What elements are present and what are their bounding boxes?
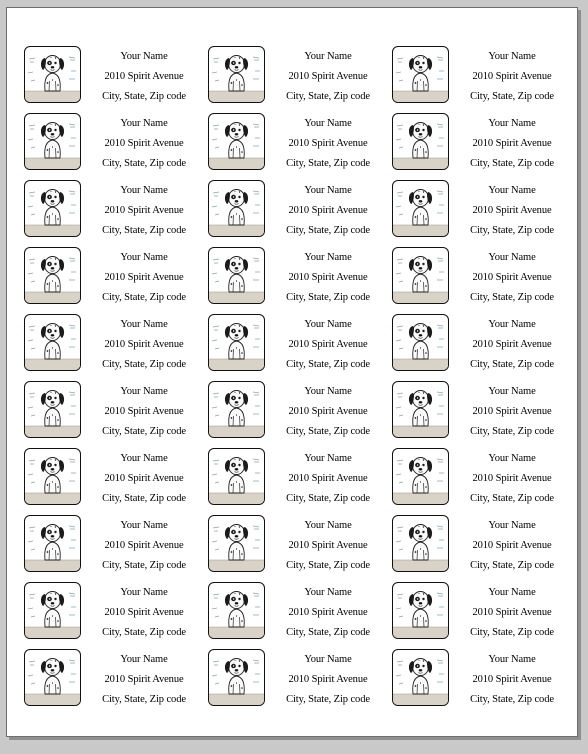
label-text	[454, 650, 570, 710]
label-street: 2010 Spirit Avenue	[288, 71, 368, 82]
label-street: 2010 Spirit Avenue	[288, 406, 368, 417]
label-text	[270, 583, 386, 643]
label-text	[454, 382, 570, 442]
label-street: 2010 Spirit Avenue	[104, 473, 184, 484]
label-city: City, State, Zip code	[470, 225, 554, 236]
label-name: Your Name	[120, 654, 168, 665]
label-city: City, State, Zip code	[102, 91, 186, 102]
label-street: 2010 Spirit Avenue	[288, 138, 368, 149]
label-city: City, State, Zip code	[102, 426, 186, 437]
label-street: 2010 Spirit Avenue	[104, 205, 184, 216]
label-street: 2010 Spirit Avenue	[104, 607, 184, 618]
label-street: 2010 Spirit Avenue	[288, 339, 368, 350]
dalmatian-puppy-icon	[24, 113, 81, 170]
label-city: City, State, Zip code	[102, 694, 186, 705]
label-name: Your Name	[120, 252, 168, 263]
label-sheet	[6, 7, 578, 737]
label-street: 2010 Spirit Avenue	[472, 138, 552, 149]
label-city: City, State, Zip code	[470, 694, 554, 705]
label-street: 2010 Spirit Avenue	[104, 138, 184, 149]
label-text	[86, 650, 202, 710]
label-name: Your Name	[120, 453, 168, 464]
address-label[interactable]	[24, 46, 199, 106]
dalmatian-puppy-icon	[392, 247, 449, 304]
address-label[interactable]	[392, 314, 567, 374]
address-label[interactable]	[24, 314, 199, 374]
dalmatian-puppy-icon	[24, 381, 81, 438]
label-text	[270, 516, 386, 576]
label-name: Your Name	[488, 51, 536, 62]
label-street: 2010 Spirit Avenue	[472, 607, 552, 618]
label-street: 2010 Spirit Avenue	[472, 540, 552, 551]
label-city: City, State, Zip code	[102, 627, 186, 638]
label-text	[454, 516, 570, 576]
dalmatian-puppy-icon	[208, 649, 265, 706]
dalmatian-puppy-icon	[208, 247, 265, 304]
label-name: Your Name	[488, 118, 536, 129]
label-street: 2010 Spirit Avenue	[104, 674, 184, 685]
label-name: Your Name	[488, 654, 536, 665]
label-name: Your Name	[488, 386, 536, 397]
label-city: City, State, Zip code	[470, 493, 554, 504]
address-label[interactable]	[392, 582, 567, 642]
address-label[interactable]	[392, 515, 567, 575]
address-label[interactable]	[208, 649, 383, 709]
label-city: City, State, Zip code	[286, 560, 370, 571]
label-city: City, State, Zip code	[286, 225, 370, 236]
label-city: City, State, Zip code	[286, 426, 370, 437]
label-city: City, State, Zip code	[102, 359, 186, 370]
label-street: 2010 Spirit Avenue	[472, 674, 552, 685]
label-text	[454, 449, 570, 509]
label-text	[86, 449, 202, 509]
label-name: Your Name	[120, 185, 168, 196]
label-street: 2010 Spirit Avenue	[472, 272, 552, 283]
dalmatian-puppy-icon	[392, 314, 449, 371]
label-city: City, State, Zip code	[470, 91, 554, 102]
label-city: City, State, Zip code	[470, 292, 554, 303]
label-text	[270, 449, 386, 509]
label-street: 2010 Spirit Avenue	[104, 540, 184, 551]
dalmatian-puppy-icon	[24, 247, 81, 304]
label-name: Your Name	[304, 654, 352, 665]
address-label[interactable]	[24, 381, 199, 441]
label-name: Your Name	[304, 386, 352, 397]
address-label[interactable]	[392, 46, 567, 106]
label-name: Your Name	[120, 587, 168, 598]
label-city: City, State, Zip code	[102, 158, 186, 169]
label-name: Your Name	[120, 386, 168, 397]
label-city: City, State, Zip code	[286, 694, 370, 705]
dalmatian-puppy-icon	[24, 314, 81, 371]
label-text	[270, 650, 386, 710]
label-city: City, State, Zip code	[286, 359, 370, 370]
dalmatian-puppy-icon	[208, 314, 265, 371]
dalmatian-puppy-icon	[24, 582, 81, 639]
address-label[interactable]	[392, 247, 567, 307]
address-label[interactable]	[392, 381, 567, 441]
label-text	[86, 114, 202, 174]
address-label[interactable]	[208, 582, 383, 642]
label-name: Your Name	[304, 587, 352, 598]
label-text	[270, 315, 386, 375]
dalmatian-puppy-icon	[24, 46, 81, 103]
label-city: City, State, Zip code	[470, 359, 554, 370]
label-city: City, State, Zip code	[470, 158, 554, 169]
label-name: Your Name	[488, 520, 536, 531]
label-street: 2010 Spirit Avenue	[104, 272, 184, 283]
label-text	[454, 583, 570, 643]
dalmatian-puppy-icon	[208, 448, 265, 505]
label-street: 2010 Spirit Avenue	[104, 406, 184, 417]
label-name: Your Name	[488, 453, 536, 464]
label-city: City, State, Zip code	[470, 426, 554, 437]
label-street: 2010 Spirit Avenue	[288, 607, 368, 618]
label-name: Your Name	[120, 319, 168, 330]
address-label[interactable]	[392, 180, 567, 240]
label-street: 2010 Spirit Avenue	[288, 473, 368, 484]
label-street: 2010 Spirit Avenue	[288, 540, 368, 551]
address-label[interactable]	[24, 113, 199, 173]
dalmatian-puppy-icon	[24, 515, 81, 572]
dalmatian-puppy-icon	[392, 515, 449, 572]
dalmatian-puppy-icon	[392, 582, 449, 639]
label-name: Your Name	[488, 252, 536, 263]
label-text	[86, 181, 202, 241]
address-label[interactable]	[208, 314, 383, 374]
address-label[interactable]	[392, 113, 567, 173]
dalmatian-puppy-icon	[392, 46, 449, 103]
label-city: City, State, Zip code	[470, 627, 554, 638]
dalmatian-puppy-icon	[208, 515, 265, 572]
label-city: City, State, Zip code	[286, 292, 370, 303]
label-text	[454, 248, 570, 308]
address-label[interactable]	[208, 448, 383, 508]
label-street: 2010 Spirit Avenue	[472, 205, 552, 216]
label-text	[86, 248, 202, 308]
label-city: City, State, Zip code	[470, 560, 554, 571]
dalmatian-puppy-icon	[24, 448, 81, 505]
address-label[interactable]	[24, 515, 199, 575]
label-name: Your Name	[488, 319, 536, 330]
dalmatian-puppy-icon	[24, 649, 81, 706]
dalmatian-puppy-icon	[208, 381, 265, 438]
label-text	[270, 114, 386, 174]
label-text	[86, 47, 202, 107]
dalmatian-puppy-icon	[24, 180, 81, 237]
label-name: Your Name	[488, 587, 536, 598]
label-text	[86, 382, 202, 442]
address-label[interactable]	[208, 113, 383, 173]
address-label[interactable]	[208, 381, 383, 441]
label-name: Your Name	[304, 520, 352, 531]
label-text	[454, 114, 570, 174]
address-label[interactable]	[24, 582, 199, 642]
dalmatian-puppy-icon	[208, 113, 265, 170]
dalmatian-puppy-icon	[392, 180, 449, 237]
label-text	[454, 315, 570, 375]
label-name: Your Name	[120, 118, 168, 129]
label-city: City, State, Zip code	[286, 627, 370, 638]
address-label[interactable]	[24, 649, 199, 709]
dalmatian-puppy-icon	[392, 113, 449, 170]
label-street: 2010 Spirit Avenue	[472, 473, 552, 484]
label-name: Your Name	[304, 51, 352, 62]
label-name: Your Name	[304, 252, 352, 263]
label-name: Your Name	[304, 319, 352, 330]
label-city: City, State, Zip code	[102, 560, 186, 571]
label-text	[454, 47, 570, 107]
label-city: City, State, Zip code	[286, 493, 370, 504]
dalmatian-puppy-icon	[392, 649, 449, 706]
label-city: City, State, Zip code	[286, 91, 370, 102]
label-name: Your Name	[120, 51, 168, 62]
address-label[interactable]	[392, 448, 567, 508]
label-street: 2010 Spirit Avenue	[288, 205, 368, 216]
dalmatian-puppy-icon	[208, 180, 265, 237]
label-street: 2010 Spirit Avenue	[472, 406, 552, 417]
label-name: Your Name	[120, 520, 168, 531]
address-label[interactable]	[208, 180, 383, 240]
label-name: Your Name	[304, 185, 352, 196]
label-city: City, State, Zip code	[102, 225, 186, 236]
dalmatian-puppy-icon	[208, 582, 265, 639]
label-street: 2010 Spirit Avenue	[288, 674, 368, 685]
label-text	[454, 181, 570, 241]
dalmatian-puppy-icon	[392, 448, 449, 505]
label-text	[270, 181, 386, 241]
label-text	[86, 516, 202, 576]
label-name: Your Name	[304, 453, 352, 464]
address-label[interactable]	[208, 46, 383, 106]
dalmatian-puppy-icon	[208, 46, 265, 103]
label-name: Your Name	[304, 118, 352, 129]
label-city: City, State, Zip code	[286, 158, 370, 169]
address-label[interactable]	[392, 649, 567, 709]
label-street: 2010 Spirit Avenue	[472, 71, 552, 82]
label-street: 2010 Spirit Avenue	[472, 339, 552, 350]
label-street: 2010 Spirit Avenue	[104, 339, 184, 350]
label-street: 2010 Spirit Avenue	[288, 272, 368, 283]
label-text	[270, 47, 386, 107]
label-street: 2010 Spirit Avenue	[104, 71, 184, 82]
label-city: City, State, Zip code	[102, 292, 186, 303]
label-text	[86, 583, 202, 643]
address-label[interactable]	[24, 180, 199, 240]
address-label[interactable]	[208, 515, 383, 575]
label-name: Your Name	[488, 185, 536, 196]
address-label[interactable]	[24, 448, 199, 508]
address-label[interactable]	[24, 247, 199, 307]
label-city: City, State, Zip code	[102, 493, 186, 504]
label-text	[86, 315, 202, 375]
address-label[interactable]	[208, 247, 383, 307]
dalmatian-puppy-icon	[392, 381, 449, 438]
label-text	[270, 248, 386, 308]
label-text	[270, 382, 386, 442]
